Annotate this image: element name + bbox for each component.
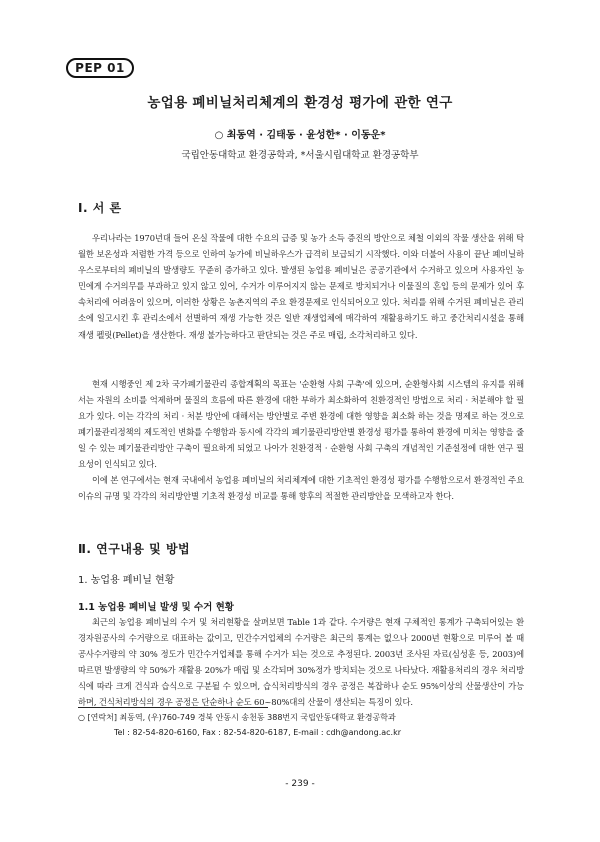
methods-paragraph: 최근의 농업용 폐비닐의 수거 및 처리현황을 살펴보면 Table 1과 같다. 수거량은 현재 구체적인 통계가 구축되어있는 환경자원공사의 수거량으로 대표하는 값이고, 민간수거업체의 수거량은 최근의 통계는 없으나 2000년 현황으로 미루어 볼 때 공사수거량의 약 30% 정도가 민간수거업체를 통해 수거가 되는 것으로 추정된다. 2003년 조사된 자료(심성훈 등, 2003)에 따르면 발생량의 약 50%가 재활용 20%가 매립 및 소각되며 30%정가 방치되는 것으로 나타났다. 재활용처리의 경우 처리방식에 따라 크게 건식과 습식으로 구분될 수 있으며, 습식처리방식의 경우 공정은 복잡하나 순도 95%이상의 산물생산이 가능하며, 건식처리방식의 경우 공정은 단순하나 순도 60~80%대의 산물이 생산되는 특징이 있다. bbox=[78, 617, 524, 708]
subsection-heading: 1. 농업용 폐비닐 현황 bbox=[78, 575, 175, 586]
footnote-contact: ○ [연락처] 최동역, (우)760-749 경북 안동시 송천동 388번지 국립안동대학교 환경공학과 bbox=[78, 713, 396, 722]
intro-paragraph-1: 우리나라는 1970년대 들어 온실 작물에 대한 수요의 급증 및 농가 소득 증진의 방안으로 체철 이외의 작물 생산을 위해 탁월한 보온성과 저렴한 가격 등으로 인하여 농가에 비닐하우스가 급격히 보급되기 시작했다. 이와 더불어 사용이 끝난 폐비닐하우스로부터의 폐비닐의 발생량도 꾸준히 증가하고 있다. 발생된 농업용 폐비닐은 공공기관에서 수거하고 있으며 사용자인 농민에게 수거의무를 부과하고 있지 않고 있어, 수거가 이루어지지 않는 문제로 방치되거나 이물질의 혼입 등의 문제가 있어 후속처리에 어려움이 있으며, 이러한 상황은 농촌지역의 주요 환경문제로 인식되어오고 있다. 처리를 위해 수거된 폐비닐은 관리소에 일고시킨 후 관리소에서 선별하여 재생 가능한 것은 일반 재생업체에 매각하여 재활용하기도 하고 중간처리시설을 통해 재생 펠릿(Pellet)을 생산한다. 재생 불가능하다고 판단되는 것은 주로 매립, 소각처리하고 있다. bbox=[78, 233, 524, 340]
section-heading-introduction: Ⅰ. 서 론 bbox=[78, 201, 122, 215]
author-affiliation: 국립안동대학교 환경공학과, *서울시립대학교 환경공학부 bbox=[181, 150, 419, 161]
section-heading-methods: Ⅱ. 연구내용 및 방법 bbox=[78, 542, 191, 556]
paper-code-badge: PEP 01 bbox=[66, 58, 134, 78]
author-list: ○ 최동역 · 김태동 · 윤성한* · 이동운* bbox=[214, 130, 386, 141]
page-number: - 239 - bbox=[285, 779, 315, 789]
intro-paragraph-2: 현재 시행중인 제 2차 국가폐기물관리 종합계획의 목표는 '순환형 사회 구축'에 있으며, 순환형사회 시스템의 유지를 위해서는 자원의 소비를 억제하며 물질의 흐름에 따른 환경에 대한 부하가 최소화하여 친환경적인 방법으로 처리 · 처분해야 할 필요가 있다. 이는 각각의 처리 · 처분 방안에 대해서는 방안별로 주변 환경에 대한 영향을 최소화 하는 것을 명제로 하는 것으로 폐기물관리정책의 제도적인 변화를 수행함과 동시에 각각의 폐기물관리방안별 환경성 평가를 통하여 환경에 미치는 영향을 줄일 수 있는 폐기물관리방안 구축이 필요하게 되었고 나아가 친환경적 · 순환형 사회 구축의 개념적인 기준설정에 대한 연구 필요성이 인식되고 있다. bbox=[78, 379, 524, 470]
footnote-contact-details: Tel : 82-54-820-6160, Fax : 82-54-820-6187, E-mail : cdh@andong.ac.kr bbox=[114, 728, 402, 737]
footnote-divider bbox=[78, 707, 268, 708]
intro-paragraph-3: 이에 본 연구에서는 현재 국내에서 농업용 폐비닐의 처리체계에 대한 기초적인 환경성 평가를 수행함으로서 환경적인 주요 이슈의 규명 및 각각의 처리방안별 기초적 환경성 비교를 통해 향후의 적절한 관리방안을 모색하고자 한다. bbox=[78, 475, 524, 502]
paper-title: 농업용 폐비닐처리체계의 환경성 평가에 관한 연구 bbox=[147, 95, 453, 111]
subsubsection-heading: 1.1 농업용 폐비닐 발생 및 수거 현황 bbox=[78, 602, 234, 613]
